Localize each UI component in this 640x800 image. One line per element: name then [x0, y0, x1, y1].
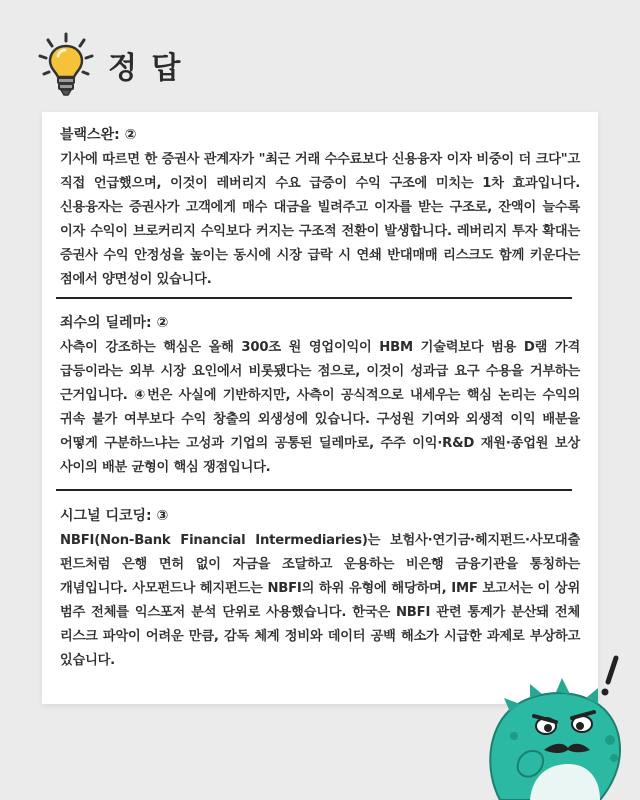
- section-divider: [56, 297, 572, 299]
- dinosaur-mascot: [470, 640, 640, 800]
- section-body: NBFI(Non-Bank Financial Intermediaries)는 보험사·연기금·헤지펀드·사모대출 펀드처럼 은행 면허 없이 자금을 조달하고 운용하는 비은행 금융기관을 통칭하는 개념입니다. 사모펀드나 헤지펀드는 NBFI의 하위 유형에 해당하며, IMF 보고서는 이 상위 범주 전체를 익스포저 분석 단위로 사용했습니다. 한국은 NBFI 관련 통계가 분산돼 전체 리스크 파악이 어려운 만큼, 감독 체계 정비와 데이터 공백 해소가 시급한 과제로 부상하고 있습니다.: [60, 533, 580, 668]
- section-body: 사측이 강조하는 핵심은 올해 300조 원 영업이익이 HBM 기술력보다 범용 D램 가격 급등이라는 외부 시장 요인에서 비롯됐다는 점으로, 이것이 성과급 요구 수용을 거부하는 근거입니다. ④번은 사실에 기반하지만, 사측이 공식적으로 내세우는 핵심 논리는 수익의 귀속 불가 여부보다 수익 창출의 외생성에 있습니다. 구성원 기여와 외생적 이익 배분을 어떻게 구분하느냐는 고성과 기업의 공통된 딜레마로, 주주 이익·R&D 재원·종업원 보상 사이의 배분 균형이 핵심 쟁점입니다.: [60, 340, 580, 475]
- section-title: 블랙스완: ②: [60, 127, 137, 143]
- answer-section-2: [60, 312, 580, 480]
- section-title: 죄수의 딜레마: ②: [60, 315, 169, 331]
- header: [30, 30, 182, 100]
- section-title: 시그널 디코딩: ③: [60, 508, 169, 524]
- answer-section-1: [60, 124, 580, 292]
- section-body: 기사에 따르면 한 증권사 관계자가 "최근 거래 수수료보다 신용융자 이자 비중이 더 크다"고 직접 언급했으며, 이것이 레버리지 수요 급증이 수익 구조에 미치는 1차 효과입니다. 신용융자는 증권사가 고객에게 매수 대금을 빌려주고 이자를 받는 구조로, 잔액이 늘수록 이자 수익이 브로커리지 수익보다 커지는 구조적 전환이 발생합니다. 레버리지 투자 확대는 증권사 수익 안정성을 높이는 동시에 시장 급락 시 연쇄 반대매매 리스크도 함께 키운다는 점에서 양면성이 있습니다.: [60, 152, 580, 287]
- page-title: 정 답: [108, 51, 183, 86]
- answer-card: [42, 112, 598, 704]
- section-divider: [56, 489, 572, 491]
- lightbulb-icon: [30, 30, 102, 100]
